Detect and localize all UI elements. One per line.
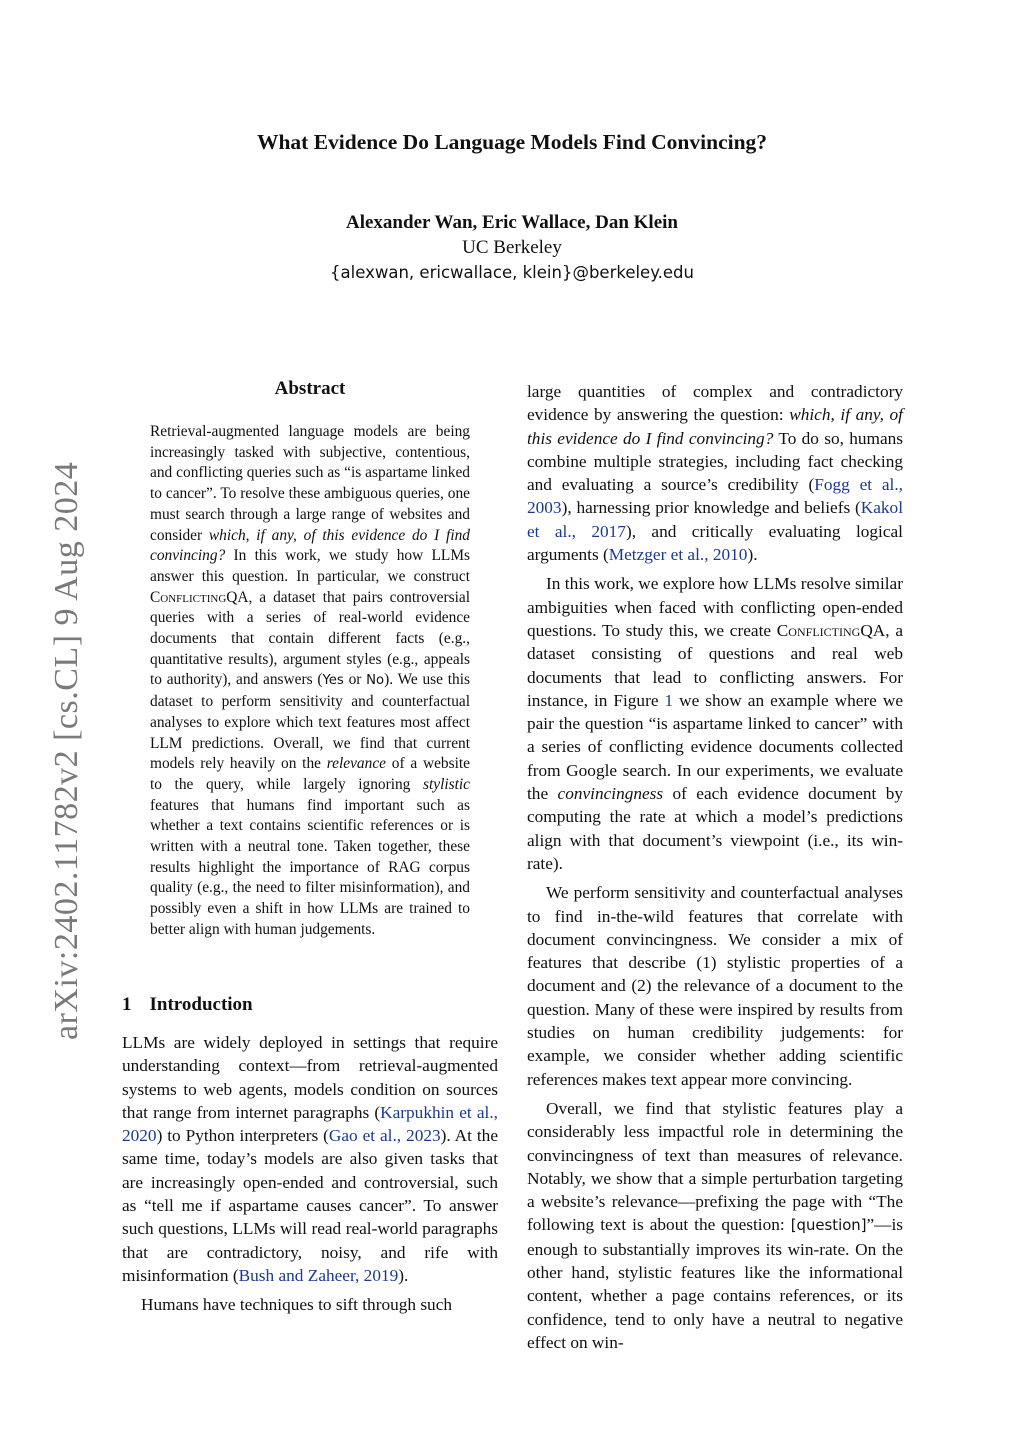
abstract-text: Retrieval-augmented language models are being increasingly tasked with subjective, contentious, and conflicting queries such as “is aspartame linked to cancer”. To resolve these ambiguous queries, one must search through a large range of websites and consider <box>150 423 470 544</box>
paper-title: What Evidence Do Language Models Find Convincing? <box>256 130 768 154</box>
body-text: ”—is enough to substantially improves its win-rate. On the other hand, stylistic features like the informational content, whether a page contains references, or its confidence, tend to only have a neutral to negative effect on win- <box>527 1215 903 1352</box>
section-heading-introduction <box>122 994 253 1016</box>
body-text: ), harnessing prior knowledge and beliefs ( <box>561 498 861 518</box>
body-text: ). <box>398 1265 409 1285</box>
author-block <box>0 210 1024 285</box>
answer-no: No <box>366 673 385 689</box>
body-text: We perform sensitivity and counterfactual analyses to find in-the-wild features that correlate with document convincingness. We consider a mix of features that describe (1) stylistic properties of a document and (2) the relevance of a document to the question. Many of these were inspired by results from studies on human credibility judgements: for example, we consider whether adding scientific references makes text appear more convincing. <box>527 883 903 1089</box>
abstract-text: or <box>343 671 367 689</box>
body-text: Overall, we find that stylistic features play a considerably less impactful role in determining the convincingness of text than measures of relevance. Notably, we show that a simple perturbation targeting a website’s relevance—prefixing the page with “The following text is about the question: <box>527 1098 903 1235</box>
dataset-name: Conflicting <box>776 620 861 640</box>
body-text: ). <box>747 545 758 565</box>
body-text: QA, a dataset consisting of questions and real web documents that lead to conflicting answers. For instance, in Figure <box>527 620 903 710</box>
body-text: Humans have techniques to sift through such <box>141 1295 453 1315</box>
body-text: To do so, humans combine multiple strategies, including fact checking and evaluating a source’s credibility ( <box>527 428 903 495</box>
abstract-text: of a website to the query, while largely ignoring <box>150 755 470 793</box>
abstract-emphasis: relevance <box>326 755 386 773</box>
abstract-text: ). We use this dataset to perform sensitivity and counterfactual analyses to explore which text features most affect LLM predictions. Overall, we find that current models rely heavily on the <box>150 671 470 773</box>
paragraph <box>527 1097 903 1354</box>
body-text: ). At the same time, today’s models are also given tasks that are increasingly open-ended and controversial, such as “tell me if aspartame causes cancer”. To answer such questions, LLMs will read real-world paragraphs that are contradictory, noisy, and rife with misinformation ( <box>122 1126 498 1285</box>
abstract-heading: Abstract <box>274 378 346 399</box>
citation-link[interactable]: Fogg et al., 2003 <box>527 475 903 518</box>
author-names: Alexander Wan, Eric Wallace, Dan Klein <box>346 212 678 233</box>
author-affiliation: UC Berkeley <box>462 237 562 258</box>
citation-link[interactable]: Metzger et al., 2010 <box>608 545 748 565</box>
section-number: 1 <box>122 994 132 1015</box>
citation-link[interactable]: Karpukhin et al., 2020 <box>122 1102 498 1146</box>
answer-yes: Yes <box>322 673 344 689</box>
abstract-text: QA, a dataset that pairs controversial queries with a series of real-world evidence documents that contain different facts (e.g., quantitative results), argument styles (e.g., appeals to authority), and answers ( <box>150 588 470 689</box>
body-text: In this work, we explore how LLMs resolve similar ambiguities when faced with conflicting open-ended questions. To study this, we create <box>527 574 903 640</box>
section-title: Introduction <box>149 994 253 1015</box>
emphasis: which, if any, of this evidence do I find convincing? <box>527 405 903 448</box>
body-text: ), and critically evaluating logical arguments ( <box>527 521 903 565</box>
abstract-text: features that humans find important such as whether a text contains scientific references or is written with a neutral tone. Taken together, these results highlight the importance of RAG corpus quality (e.g., the need to filter misinformation), and possibly even a shift in how LLMs are trained to better align with human judgements. <box>150 796 470 938</box>
question-placeholder: [question] <box>790 1216 867 1235</box>
paragraph <box>122 1293 498 1316</box>
body-text: ) to Python interpreters ( <box>156 1126 329 1146</box>
figure-reference-link[interactable]: 1 <box>664 690 674 710</box>
right-column <box>527 380 903 1354</box>
abstract-emphasis: which, if any, of this evidence do I find convincing? <box>150 526 470 565</box>
abstract-text: In this work, we study how LLMs answer this question. In particular, we construct <box>150 547 470 585</box>
author-email: {alexwan, ericwallace, klein}@berkeley.edu <box>330 263 694 282</box>
paragraph <box>122 1031 498 1287</box>
abstract-emphasis: stylistic <box>422 775 470 793</box>
body-text: we show an example where we pair the question “is aspartame linked to cancer” with a series of conflicting evidence documents collected from Google search. In our experiments, we evaluate the <box>527 690 903 804</box>
paragraph <box>527 881 903 1091</box>
body-text: LLMs are widely deployed in settings that require understanding context—from retrieval-augmented systems to web agents, models condition on sources that range from internet paragraphs ( <box>122 1033 498 1122</box>
citation-link[interactable]: Bush and Zaheer, 2019 <box>238 1265 399 1285</box>
arxiv-identifier: arXiv:2402.11782v2 [cs.CL] 9 Aug 2024 <box>48 461 85 1040</box>
paragraph <box>527 380 903 566</box>
citation-link[interactable]: Gao et al., 2023 <box>328 1126 441 1146</box>
body-text: of each evidence document by computing the rate at which a model’s predictions align with that document’s viewpoint (i.e., its win-rate). <box>527 784 904 873</box>
body-text: large quantities of complex and contradictory evidence by answering the question: <box>527 382 903 425</box>
abstract-body <box>150 422 470 941</box>
left-column <box>122 1031 498 1317</box>
dataset-name: Conflicting <box>150 588 227 606</box>
citation-link[interactable]: Kakol et al., 2017 <box>527 498 903 541</box>
paragraph <box>527 572 903 875</box>
emphasis: convincingness <box>557 784 664 804</box>
